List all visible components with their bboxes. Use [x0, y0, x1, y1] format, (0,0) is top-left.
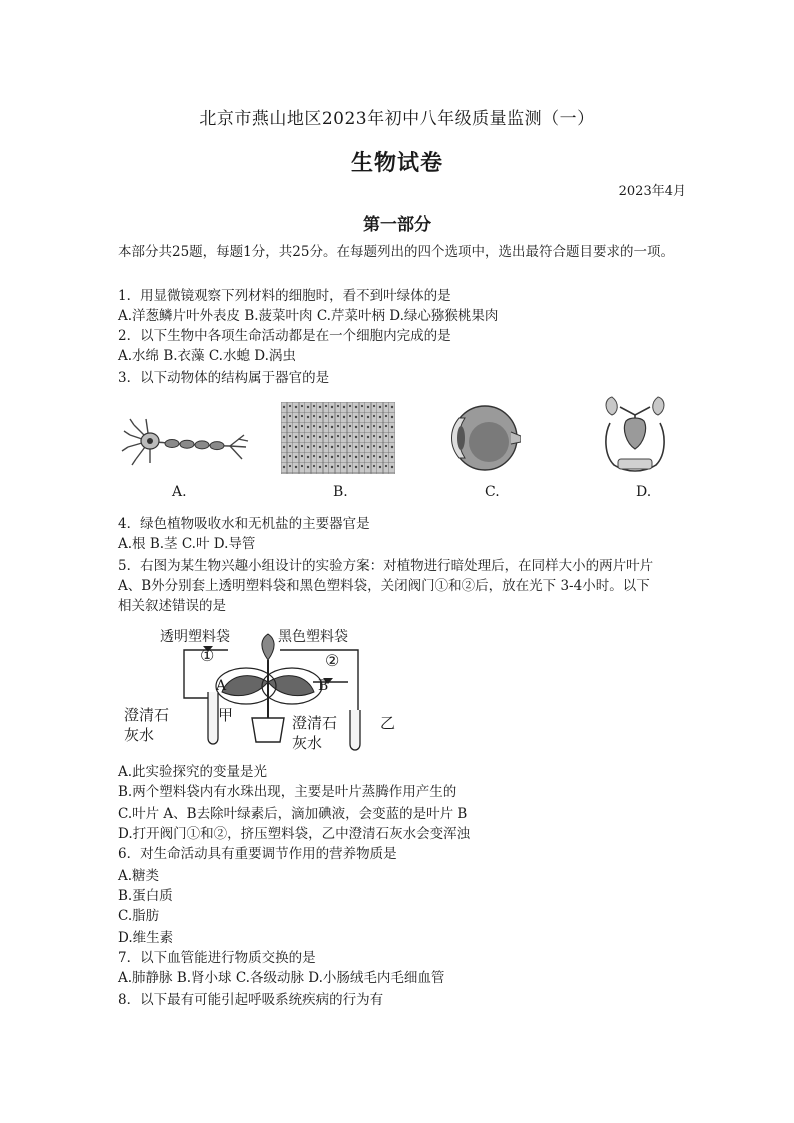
question-5-option-a: A.此实验探究的变量是光 — [118, 764, 268, 780]
limewater-right-label-2: 灰水 — [292, 734, 323, 752]
question-5-stem-line-1: 5．右图为某生物兴趣小组设计的实验方案：对植物进行暗处理后，在同样大小的两片叶片 — [118, 558, 654, 574]
question-4-stem: 4．绿色植物吸收水和无机盐的主要器官是 — [118, 516, 370, 532]
question-6-option-c: C.脂肪 — [118, 908, 160, 924]
question-5-option-c: C.叶片 A、B去除叶绿素后，滴加碘液，会变蓝的是叶片 B — [118, 806, 468, 822]
black-bag-label: 黑色塑料袋 — [278, 629, 348, 645]
question-7-options: A.肺静脉 B.肾小球 C.各级动脉 D.小肠绒毛内毛细血管 — [118, 970, 445, 986]
question-2-options: A.水绵 B.衣藻 C.水螅 D.涡虫 — [118, 348, 296, 364]
tube-jia-label: 甲 — [218, 706, 234, 724]
transparent-bag-label: 透明塑料袋 — [160, 629, 230, 645]
question-1-options: A.洋葱鳞片叶外表皮 B.菠菜叶肉 C.芹菜叶柄 D.绿心猕猴桃果肉 — [118, 308, 499, 324]
question-2-stem: 2．以下生物中各项生命活动都是在一个细胞内完成的是 — [118, 328, 451, 344]
neuron-image — [120, 405, 252, 475]
tube-yi-label: 乙 — [380, 714, 396, 732]
question-8-stem: 8．以下最有可能引起呼吸系统疾病的行为有 — [118, 992, 384, 1008]
part-heading: 第一部分 — [363, 215, 431, 235]
question-4-options: A.根 B.茎 C.叶 D.导管 — [118, 536, 256, 552]
question-3-stem: 3．以下动物体的结构属于器官的是 — [118, 370, 330, 386]
question-5-option-b: B.两个塑料袋内有水珠出现，主要是叶片蒸腾作用产生的 — [118, 784, 457, 800]
exam-subject: 生物试卷 — [350, 150, 443, 176]
question-6-stem: 6．对生命活动具有重要调节作用的营养物质是 — [118, 846, 397, 862]
limewater-left-label-1: 澄清石 — [124, 706, 170, 724]
question-1-stem: 1．用显微镜观察下列材料的细胞时，看不到叶绿体的是 — [118, 288, 451, 304]
limewater-right-label-1: 澄清石 — [292, 714, 338, 732]
epithelial-tissue-image — [281, 402, 395, 474]
valve-1-label: ① — [200, 646, 215, 665]
question-5-stem-line-3: 相关叙述错误的是 — [118, 598, 226, 614]
question-5-stem-line-2: A、B外分别套上透明塑料袋和黑色塑料袋，关闭阀门①和②后，放在光下 3-4小时。以下 — [118, 578, 650, 594]
exam-date: 2023年4月 — [618, 184, 686, 199]
q3-label-c: C. — [485, 484, 500, 500]
exam-title: 北京市燕山地区2023年初中八年级质量监测（一） — [199, 109, 595, 129]
question-6-option-d: D.维生素 — [118, 930, 174, 946]
question-7-stem: 7．以下血管能进行物质交换的是 — [118, 950, 316, 966]
q3-label-a: A. — [172, 484, 187, 500]
limewater-left-label-2: 灰水 — [124, 726, 155, 744]
leaf-a-label: A — [216, 678, 227, 694]
question-5-option-d: D.打开阀门①和②，挤压塑料袋，乙中澄清石灰水会变浑浊 — [118, 826, 471, 842]
question-6-option-b: B.蛋白质 — [118, 888, 173, 904]
question-6-option-a: A.糖类 — [118, 868, 160, 884]
circulatory-system-image — [600, 393, 670, 477]
leaf-b-label: B — [318, 678, 329, 694]
valve-2-label: ② — [325, 651, 340, 670]
q3-label-b: B. — [333, 484, 348, 500]
q3-label-d: D. — [636, 484, 652, 500]
part-intro: 本部分共25题，每题1分，共25分。在每题列出的四个选项中，选出最符合题目要求的一项。 — [118, 244, 674, 260]
eye-image — [445, 402, 521, 474]
